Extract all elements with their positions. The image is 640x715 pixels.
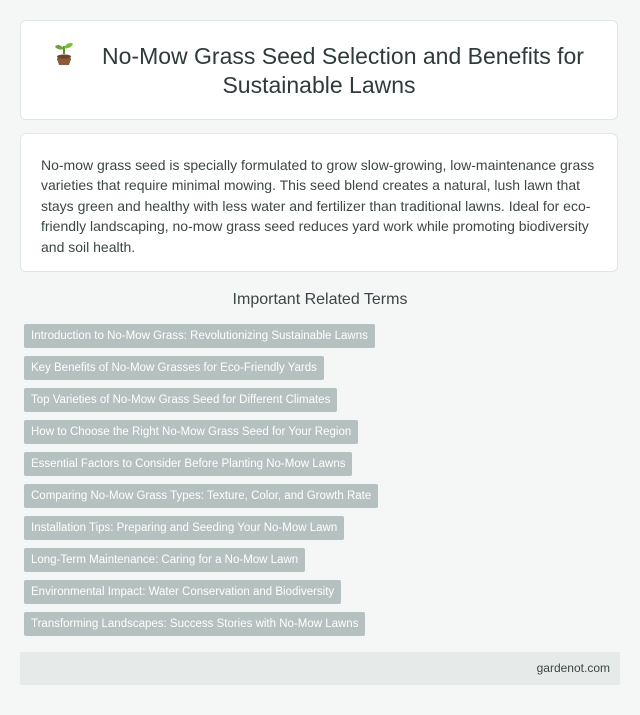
description-text: No-mow grass seed is specially formulated to grow slow-growing, low-maintenance grass varieties that require minimal mowing. This seed blend creates a natural, lush lawn that stays green and healthy with less water and fertilizer than traditional lawns. Ideal for eco-friendly landscaping, no-mow grass seed reduces yard work while promoting biodiversity and soil health. (41, 157, 595, 255)
term-link-environment[interactable]: Environmental Impact: Water Conservation and Biodiversity (24, 580, 341, 604)
page-title (51, 41, 587, 100)
related-terms-list (24, 324, 624, 644)
title-card (20, 20, 618, 120)
term-link-intro[interactable]: Introduction to No-Mow Grass: Revolutionizing Sustainable Lawns (24, 324, 375, 348)
term-link-maintenance[interactable]: Long-Term Maintenance: Caring for a No-Mow Lawn (24, 548, 305, 572)
term-link-factors[interactable]: Essential Factors to Consider Before Planting No-Mow Lawns (24, 452, 352, 476)
footer (20, 652, 620, 685)
term-link-benefits[interactable]: Key Benefits of No-Mow Grasses for Eco-Friendly Yards (24, 356, 324, 380)
title-text: No-Mow Grass Seed Selection and Benefits for Sustainable Lawns (102, 42, 584, 98)
related-terms-heading: Important Related Terms (232, 291, 408, 308)
term-link-varieties[interactable]: Top Varieties of No-Mow Grass Seed for Different Climates (24, 388, 337, 412)
term-link-choose[interactable]: How to Choose the Right No-Mow Grass Seed for Your Region (24, 420, 358, 444)
term-link-installation[interactable]: Installation Tips: Preparing and Seeding Your No-Mow Lawn (24, 516, 344, 540)
seedling-icon (54, 41, 74, 67)
footer-site-label: gardenot.com (536, 661, 610, 675)
description-card (20, 133, 618, 272)
term-link-transforming[interactable]: Transforming Landscapes: Success Stories with No-Mow Lawns (24, 612, 365, 636)
term-link-comparing[interactable]: Comparing No-Mow Grass Types: Texture, Color, and Growth Rate (24, 484, 378, 508)
